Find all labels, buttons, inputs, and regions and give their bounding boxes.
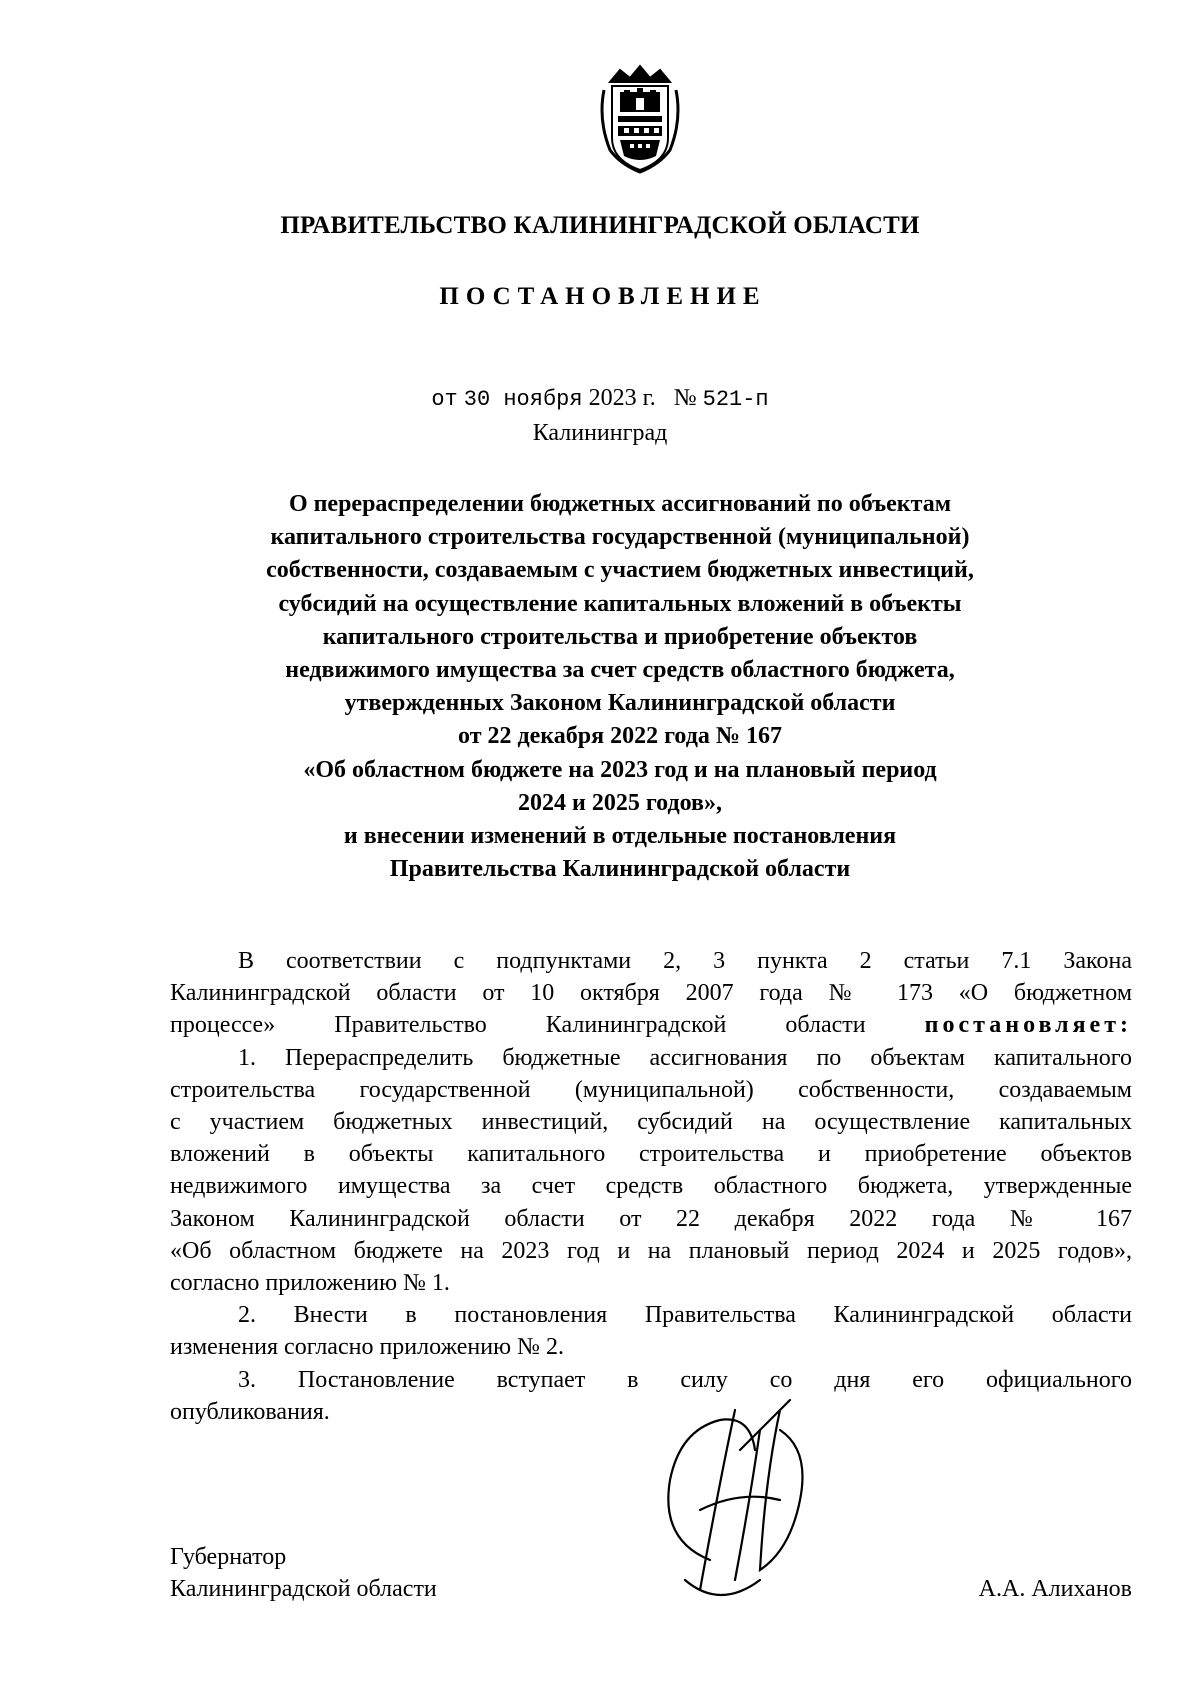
item-1-line: строительства государственной (муниципальной) собственности, создаваемым <box>170 1076 1132 1103</box>
subject-line: 2024 и 2025 годов», <box>518 789 722 816</box>
subject-line: капитального строительства и приобретение объектов <box>322 623 918 650</box>
preamble-line <box>170 1009 1132 1041</box>
item-3-line: 3. Постановление вступает в силу со дня его официального <box>238 1366 1132 1393</box>
item-1-line: с участием бюджетных инвестиций, субсидий на осуществление капитальных <box>170 1109 1132 1136</box>
subject-line: О перераспределении бюджетных ассигнований по объектам <box>288 491 952 517</box>
date-year: 2023 г. <box>588 385 656 411</box>
subject-line: и внесении изменений в отдельные постановления <box>343 823 897 850</box>
number-label: № <box>673 385 697 411</box>
position-region: Калининградской области <box>170 1576 437 1602</box>
date-prefix: от <box>431 387 458 412</box>
handwritten-signature <box>640 1390 820 1630</box>
subject-line: утвержденных Законом Калининградской области <box>344 690 896 717</box>
government-title: ПРАВИТЕЛЬСТВО КАЛИНИНГРАДСКОЙ ОБЛАСТИ <box>280 212 920 239</box>
item-1-line: 1. Перераспределить бюджетные ассигнования по объектам капитального <box>238 1044 1132 1071</box>
document-subject <box>200 488 1040 886</box>
preamble-text: процессе» Правительство Калининградской области <box>170 1012 866 1039</box>
subject-line: капитального строительства государственной (муниципальной) <box>270 524 970 551</box>
date-number-line <box>0 385 1200 412</box>
preamble-line: Калининградской области от 10 октября 2007 года № 173 «О бюджетном <box>170 980 1132 1007</box>
subject-line: Правительства Калининградской области <box>389 856 851 883</box>
preamble-line: В соответствии с подпунктами 2, 3 пункта 2 статьи 7.1 Закона <box>238 948 1132 974</box>
document-body <box>170 945 1132 1428</box>
position-title: Губернатор <box>170 1544 287 1570</box>
date-day-month: 30 ноября <box>463 387 583 412</box>
subject-line: недвижимого имущества за счет средств областного бюджета, <box>285 657 955 684</box>
city: Калининград <box>532 420 668 446</box>
item-1-line: согласно приложению № 1. <box>170 1270 450 1297</box>
item-3-line: опубликования. <box>170 1398 330 1425</box>
document-number: 521-п <box>702 387 769 412</box>
item-1-line: Законом Калининградской области от 22 декабря 2022 года № 167 <box>170 1205 1132 1232</box>
subject-line: от 22 декабря 2022 года № 167 <box>458 723 782 750</box>
item-2-line: 2. Внести в постановления Правительства Калининградской области <box>238 1302 1132 1329</box>
coat-of-arms-icon <box>590 60 690 175</box>
subject-line: «Об областном бюджете на 2023 год и на плановый период <box>303 756 937 783</box>
item-2-line: изменения согласно приложению № 2. <box>170 1334 564 1361</box>
item-1-line: «Об областном бюджете на 2023 год и на плановый период 2024 и 2025 годов», <box>170 1237 1132 1264</box>
subject-line: собственности, создаваемым с участием бюджетных инвестиций, <box>266 557 974 584</box>
document-type-title: ПОСТАНОВЛЕНИЕ <box>439 283 767 310</box>
decrees-word: постановляет: <box>924 1012 1132 1039</box>
item-1-line: вложений в объекты капитального строительства и приобретение объектов <box>170 1141 1132 1168</box>
item-1-line: недвижимого имущества за счет средств областного бюджета, утвержденные <box>170 1173 1132 1200</box>
subject-line: субсидий на осуществление капитальных вложений в объекты <box>278 590 962 617</box>
signatory-name: А.А. Алиханов <box>978 1576 1132 1602</box>
signatory-position <box>170 1541 437 1605</box>
